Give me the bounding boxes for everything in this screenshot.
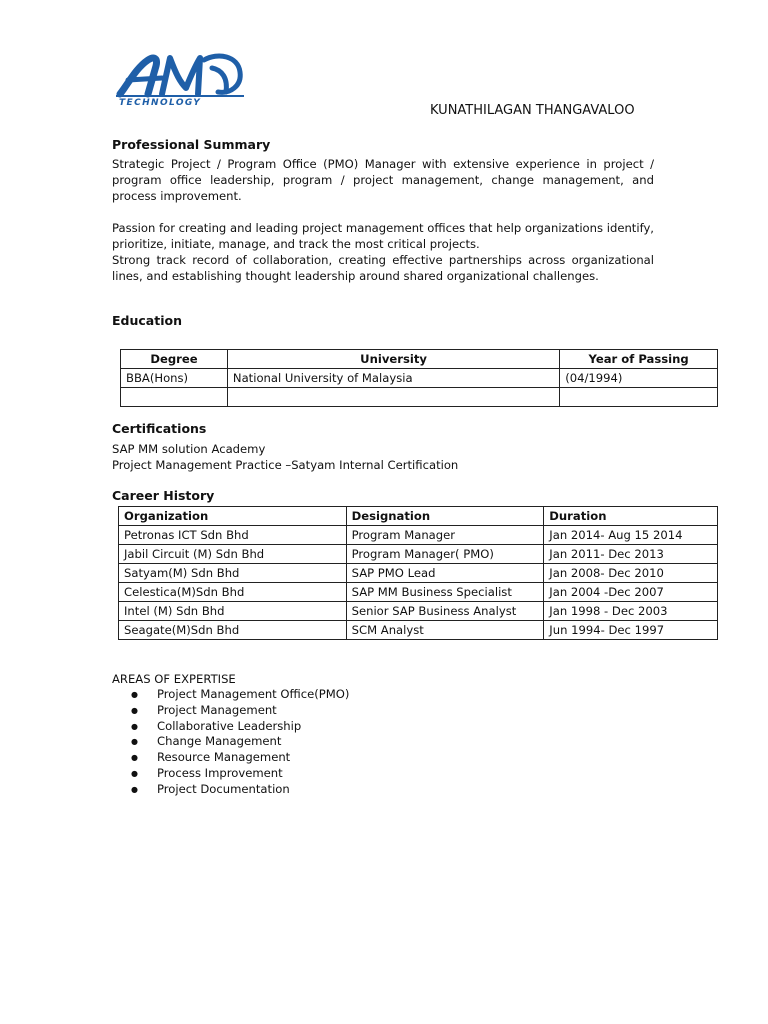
table-cell: (04/1994) bbox=[560, 369, 718, 388]
list-item: ● Collaborative Leadership bbox=[131, 719, 349, 735]
column-header: Organization bbox=[119, 507, 347, 526]
table-cell bbox=[560, 388, 718, 407]
logo-subtitle: TECHNOLOGY bbox=[119, 98, 202, 108]
summary-paragraph-1: Strategic Project / Program Office (PMO) Manager with extensive experience in project / program office leadership, program / project management, change management, and process improvement. bbox=[112, 157, 654, 203]
column-header: University bbox=[227, 350, 559, 369]
table-cell: National University of Malaysia bbox=[227, 369, 559, 388]
table-row bbox=[119, 564, 718, 583]
table-cell: Jan 1998 - Dec 2003 bbox=[544, 602, 718, 621]
table-row bbox=[121, 369, 718, 388]
table-cell: Jan 2014- Aug 15 2014 bbox=[544, 526, 718, 545]
certification-item: Project Management Practice –Satyam Internal Certification bbox=[112, 458, 459, 472]
table-cell: Seagate(M)Sdn Bhd bbox=[119, 621, 347, 640]
table-cell: Jan 2008- Dec 2010 bbox=[544, 564, 718, 583]
table-cell: Satyam(M) Sdn Bhd bbox=[119, 564, 347, 583]
education-table bbox=[120, 349, 718, 407]
education-heading: Education bbox=[112, 313, 182, 328]
list-item: ● Resource Management bbox=[131, 750, 349, 766]
table-row bbox=[119, 545, 718, 564]
column-header: Duration bbox=[544, 507, 718, 526]
list-item: ● Project Management Office(PMO) bbox=[131, 687, 349, 703]
table-header-row bbox=[121, 350, 718, 369]
table-cell: Intel (M) Sdn Bhd bbox=[119, 602, 347, 621]
summary-heading: Professional Summary bbox=[112, 137, 271, 152]
table-row bbox=[119, 602, 718, 621]
table-row bbox=[119, 526, 718, 545]
table-cell: SCM Analyst bbox=[346, 621, 544, 640]
table-cell: SAP PMO Lead bbox=[346, 564, 544, 583]
table-cell bbox=[121, 388, 228, 407]
certification-item: SAP MM solution Academy bbox=[112, 442, 266, 456]
summary-paragraph-3: Strong track record of collaboration, creating effective partnerships across organizational lines, and establishing thought leadership around shared organizational challenges. bbox=[112, 253, 654, 283]
career-heading: Career History bbox=[112, 488, 215, 503]
expertise-heading: AREAS OF EXPERTISE bbox=[112, 672, 236, 686]
table-cell: Jan 2011- Dec 2013 bbox=[544, 545, 718, 564]
expertise-list bbox=[131, 687, 349, 798]
table-cell: SAP MM Business Specialist bbox=[346, 583, 544, 602]
candidate-name: KUNATHILAGAN THANGAVALOO bbox=[430, 103, 635, 118]
list-item: ● Project Management bbox=[131, 703, 349, 719]
table-cell: Jan 2004 -Dec 2007 bbox=[544, 583, 718, 602]
list-item: ● Project Documentation bbox=[131, 782, 349, 798]
table-cell: Program Manager bbox=[346, 526, 544, 545]
column-header: Designation bbox=[346, 507, 544, 526]
list-item: ● Change Management bbox=[131, 734, 349, 750]
certifications-heading: Certifications bbox=[112, 421, 207, 436]
table-cell: Jabil Circuit (M) Sdn Bhd bbox=[119, 545, 347, 564]
list-item: ● Process Improvement bbox=[131, 766, 349, 782]
table-cell: Senior SAP Business Analyst bbox=[346, 602, 544, 621]
table-cell: Jun 1994- Dec 1997 bbox=[544, 621, 718, 640]
summary-text bbox=[112, 156, 654, 284]
summary-paragraph-2: Passion for creating and leading project management offices that help organizations identify, prioritize, initiate, manage, and track the most critical projects. bbox=[112, 221, 654, 251]
table-cell bbox=[227, 388, 559, 407]
career-table bbox=[118, 506, 718, 640]
table-row bbox=[119, 621, 718, 640]
table-cell: Celestica(M)Sdn Bhd bbox=[119, 583, 347, 602]
table-row bbox=[119, 583, 718, 602]
column-header: Year of Passing bbox=[560, 350, 718, 369]
table-row bbox=[121, 388, 718, 407]
table-cell: Program Manager( PMO) bbox=[346, 545, 544, 564]
table-cell: Petronas ICT Sdn Bhd bbox=[119, 526, 347, 545]
column-header: Degree bbox=[121, 350, 228, 369]
table-cell: BBA(Hons) bbox=[121, 369, 228, 388]
table-header-row bbox=[119, 507, 718, 526]
